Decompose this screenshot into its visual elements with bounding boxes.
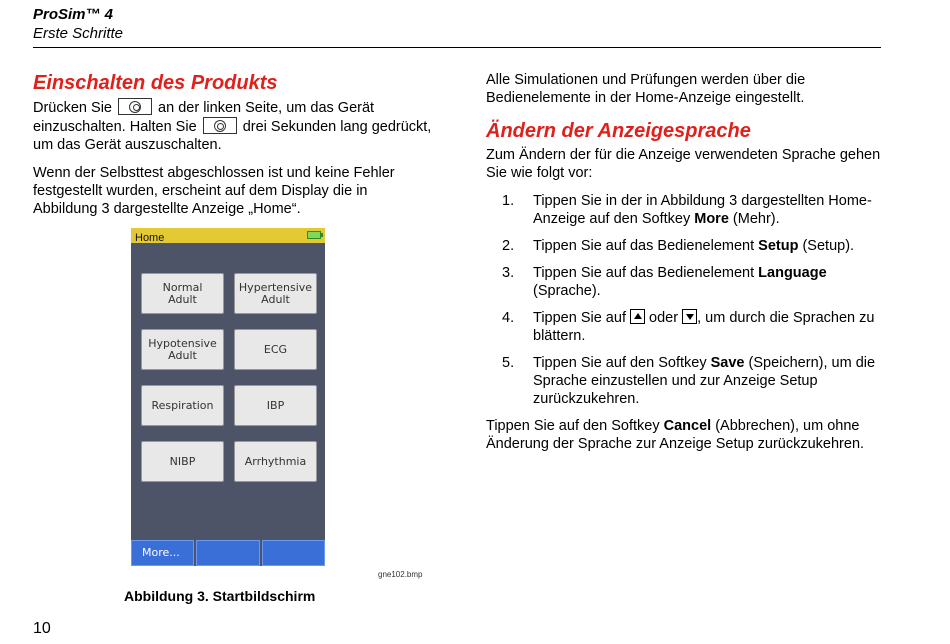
product-title: ProSim™ 4 bbox=[33, 6, 114, 23]
softkey-2[interactable] bbox=[196, 540, 259, 566]
battery-icon bbox=[307, 231, 321, 239]
tile-normal-adult[interactable]: Normal Adult bbox=[141, 273, 224, 314]
tile-respiration[interactable]: Respiration bbox=[141, 385, 224, 426]
arrow-down-icon bbox=[682, 309, 697, 324]
softkey-bar bbox=[131, 540, 325, 566]
tile-hypotensive-adult[interactable]: Hypotensive Adult bbox=[141, 329, 224, 370]
softkey-3[interactable] bbox=[262, 540, 325, 566]
figure-caption: Abbildung 3. Startbildschirm bbox=[124, 588, 316, 604]
screen-titlebar bbox=[131, 228, 325, 243]
left-column bbox=[33, 71, 433, 218]
tile-hypertensive-adult[interactable]: Hypertensive Adult bbox=[234, 273, 317, 314]
section-heading-language: Ändern der Anzeigesprache bbox=[486, 120, 751, 142]
closing-paragraph: Tippen Sie auf den Softkey Cancel (Abbrechen), um ohne Änderung der Sprache zur Anzeige Setup zurückzukehren. bbox=[486, 418, 865, 452]
tile-ibp[interactable]: IBP bbox=[234, 385, 317, 426]
figure-filename: gne102.bmp bbox=[378, 570, 423, 579]
softkey-more[interactable]: More... bbox=[131, 540, 194, 566]
steps-list bbox=[486, 192, 886, 408]
power-button-icon bbox=[118, 98, 152, 115]
home-screen-figure bbox=[131, 228, 325, 566]
power-paragraph: Drücken Sie an der linken Seite, um das Gerät einzuschalten. Halten Sie drei Sekunden lang gedrückt, um das Gerät auszuschalten. bbox=[33, 100, 432, 153]
tile-nibp[interactable]: NIBP bbox=[141, 441, 224, 482]
page-header bbox=[33, 6, 881, 43]
list-item: 3. Tippen Sie auf das Bedienelement Language (Sprache). bbox=[502, 265, 827, 299]
screen-title: Home bbox=[135, 232, 165, 244]
language-lead: Zum Ändern der für die Anzeige verwendeten Sprache gehen Sie wie folgt vor: bbox=[486, 147, 881, 181]
section-heading-power: Einschalten des Produkts bbox=[33, 72, 278, 94]
chapter-title: Erste Schritte bbox=[33, 25, 124, 42]
power-button-icon bbox=[203, 117, 237, 134]
list-item: 2. Tippen Sie auf das Bedienelement Setup (Setup). bbox=[502, 238, 855, 254]
tile-arrhythmia[interactable]: Arrhythmia bbox=[234, 441, 317, 482]
list-item: 4. Tippen Sie auf oder , um durch die Sprachen zu blättern. bbox=[502, 310, 875, 344]
right-column bbox=[486, 71, 886, 453]
selftest-paragraph: Wenn der Selbsttest abgeschlossen ist und keine Fehler festgestellt wurden, erscheint auf dem Display die in Abbildung 3 dargestellte Anzeige „Home“. bbox=[33, 165, 395, 217]
tile-ecg[interactable]: ECG bbox=[234, 329, 317, 370]
arrow-up-icon bbox=[630, 309, 645, 324]
intro-paragraph: Alle Simulationen und Prüfungen werden über die Bedienelemente in der Home-Anzeige eingestellt. bbox=[486, 72, 806, 106]
list-item: 5. Tippen Sie auf den Softkey Save (Speichern), um die Sprache einzustellen und zur Anzeige Setup zurückzukehren. bbox=[502, 355, 876, 407]
header-rule bbox=[33, 47, 881, 48]
list-item: 1. Tippen Sie in der in Abbildung 3 dargestellten Home-Anzeige auf den Softkey More (Mehr). bbox=[502, 193, 872, 227]
page-number: 10 bbox=[33, 620, 51, 637]
